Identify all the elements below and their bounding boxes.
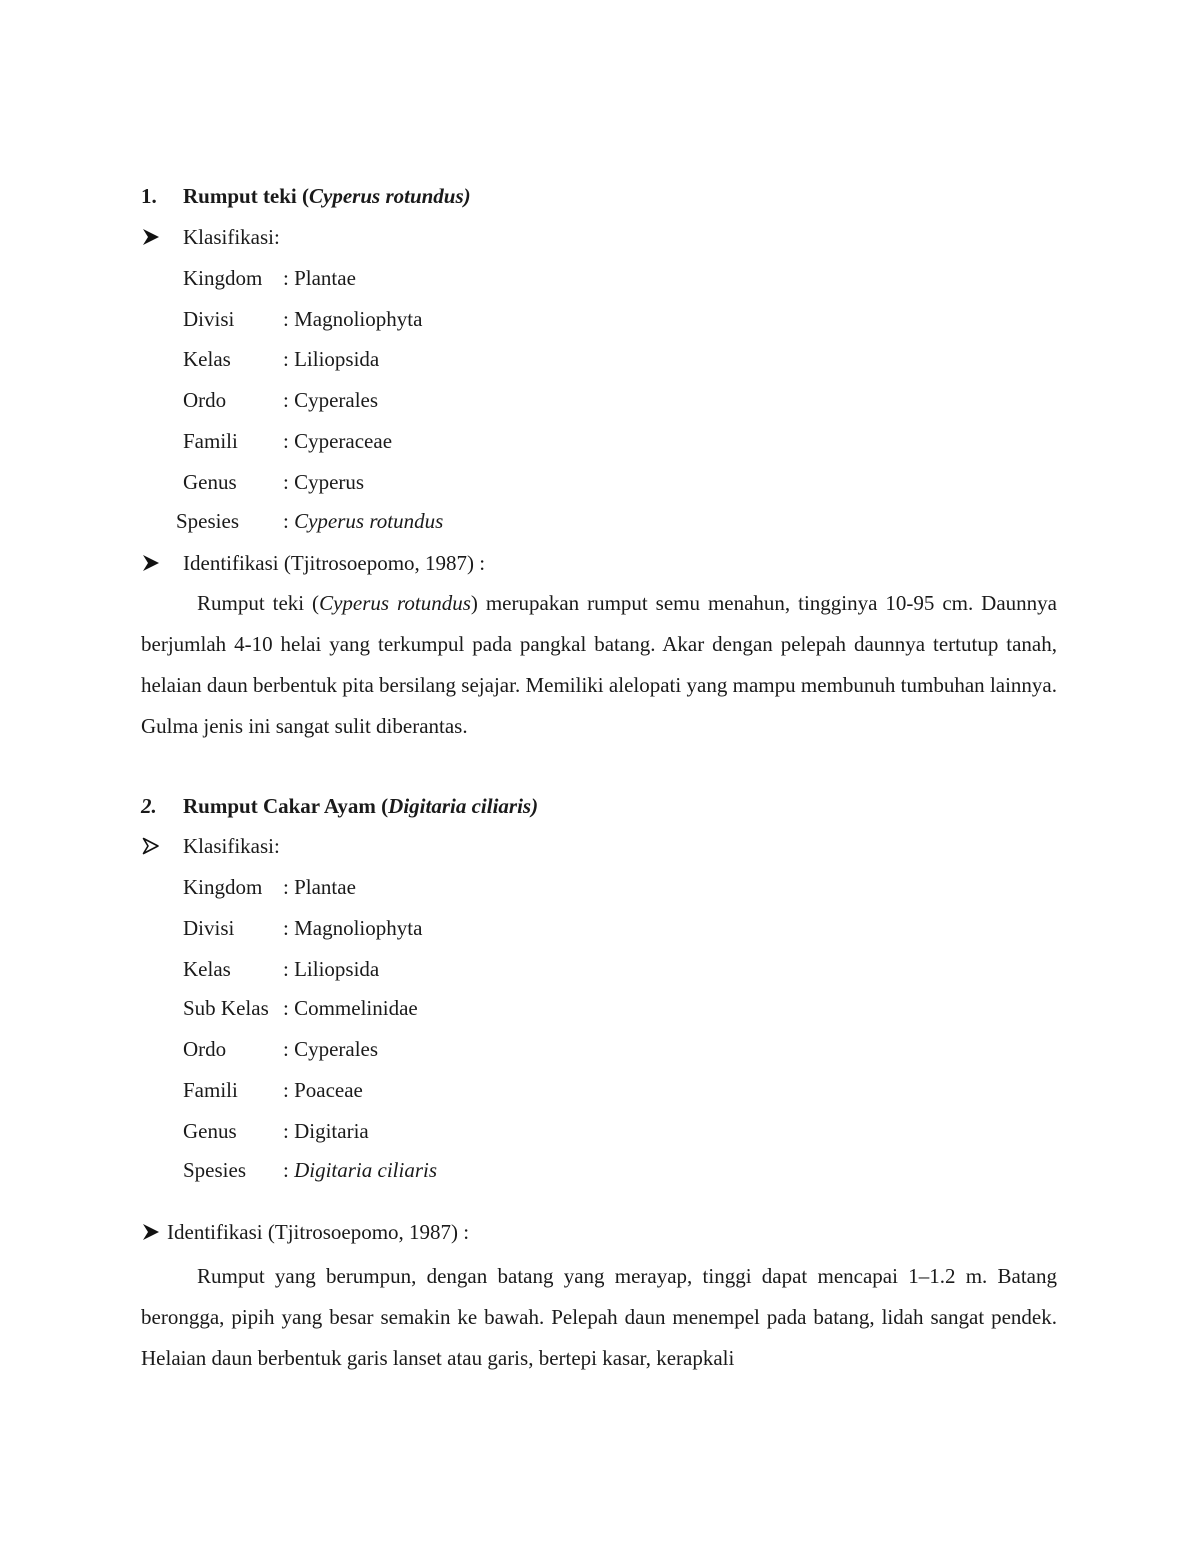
section-1-title-text: Rumput teki ( — [183, 184, 310, 208]
class-value: : Commelinidae — [283, 996, 418, 1020]
class-key: Genus — [183, 470, 237, 494]
class-value-colon: : — [283, 1158, 295, 1182]
class-value: : Cyperales — [283, 388, 379, 412]
section-2-title-text: Rumput Cakar Ayam ( — [183, 794, 389, 818]
class-key: Kelas — [183, 957, 231, 981]
section-2-klasifikasi-label: Klasifikasi: — [183, 834, 280, 858]
class-value-species: Cyperus rotundus — [294, 509, 444, 533]
class-key: Kingdom — [183, 875, 263, 899]
section-2-title-scientific: Digitaria ciliaris) — [388, 794, 539, 818]
class-key: Sub Kelas — [183, 996, 269, 1020]
bullet-arrow-outline-icon — [141, 836, 161, 856]
class-key: Kelas — [183, 347, 231, 371]
class-key: Famili — [183, 429, 238, 453]
class-key: Spesies — [183, 1158, 246, 1182]
class-value: : Cyperus — [283, 470, 365, 494]
section-1-title-scientific: Cyperus rotundus) — [309, 184, 471, 208]
desc-scientific-name: Cyperus rotundus — [319, 591, 471, 615]
class-value — [283, 1160, 437, 1181]
section-1-klasifikasi-label: Klasifikasi: — [183, 225, 280, 249]
class-value: : Plantae — [283, 875, 356, 899]
class-value: : Magnoliophyta — [283, 307, 423, 331]
class-key: Genus — [183, 1119, 237, 1143]
class-key: Divisi — [183, 307, 235, 331]
class-key: Famili — [183, 1078, 238, 1102]
class-value: : Cyperaceae — [283, 429, 393, 453]
class-value-species: Digitaria ciliaris — [294, 1158, 438, 1182]
section-2-description — [141, 1256, 1057, 1379]
class-value: : Poaceae — [283, 1078, 363, 1102]
class-value-colon: : — [283, 509, 295, 533]
class-value: : Magnoliophyta — [283, 916, 423, 940]
section-1-description — [141, 583, 1057, 747]
desc-text: Rumput yang berumpun, dengan batang yang merayap, tinggi dapat mencapai 1–1.2 m. Batang berongga, pipih yang besar semakin ke bawah. Pelepah daun menempel pada batang, lidah sangat pendek. Helaian daun berbentuk garis lanset atau garis, bertepi kasar, kerapkali — [141, 1264, 1057, 1370]
bullet-arrow-icon — [141, 1222, 161, 1242]
section-2-identifikasi-label: Identifikasi (Tjitrosoepomo, 1987) : — [167, 1220, 470, 1244]
bullet-arrow-icon — [141, 553, 161, 573]
class-key: Kingdom — [183, 266, 263, 290]
class-key: Divisi — [183, 916, 235, 940]
class-value: : Cyperales — [283, 1037, 379, 1061]
class-key: Spesies — [176, 509, 239, 533]
class-value: : Plantae — [283, 266, 356, 290]
section-1-title — [183, 186, 471, 207]
section-2-number: 2. — [141, 794, 157, 818]
desc-text: ) merupakan rumput semu menahun, tingginya 10-95 cm. Daunnya berjumlah 4-10 helai yang terkumpul pada pangkal batang. Akar dengan pelepah daunnya tertutup tanah, helaian daun berbentuk pita bersilang sejajar. Memiliki alelopati yang mampu membunuh tumbuhan lainnya. Gulma jenis ini sangat sulit diberantas. — [141, 591, 1057, 738]
section-1-number: 1. — [141, 184, 157, 208]
class-key: Ordo — [183, 1037, 227, 1061]
class-key: Ordo — [183, 388, 227, 412]
desc-text: Rumput teki ( — [197, 591, 320, 615]
bullet-arrow-icon — [141, 227, 161, 247]
class-value: : Liliopsida — [283, 957, 380, 981]
class-value: : Liliopsida — [283, 347, 380, 371]
class-value — [283, 511, 443, 532]
section-2-title — [183, 796, 538, 817]
section-1-identifikasi-label: Identifikasi (Tjitrosoepomo, 1987) : — [183, 551, 486, 575]
class-value: : Digitaria — [283, 1119, 369, 1143]
